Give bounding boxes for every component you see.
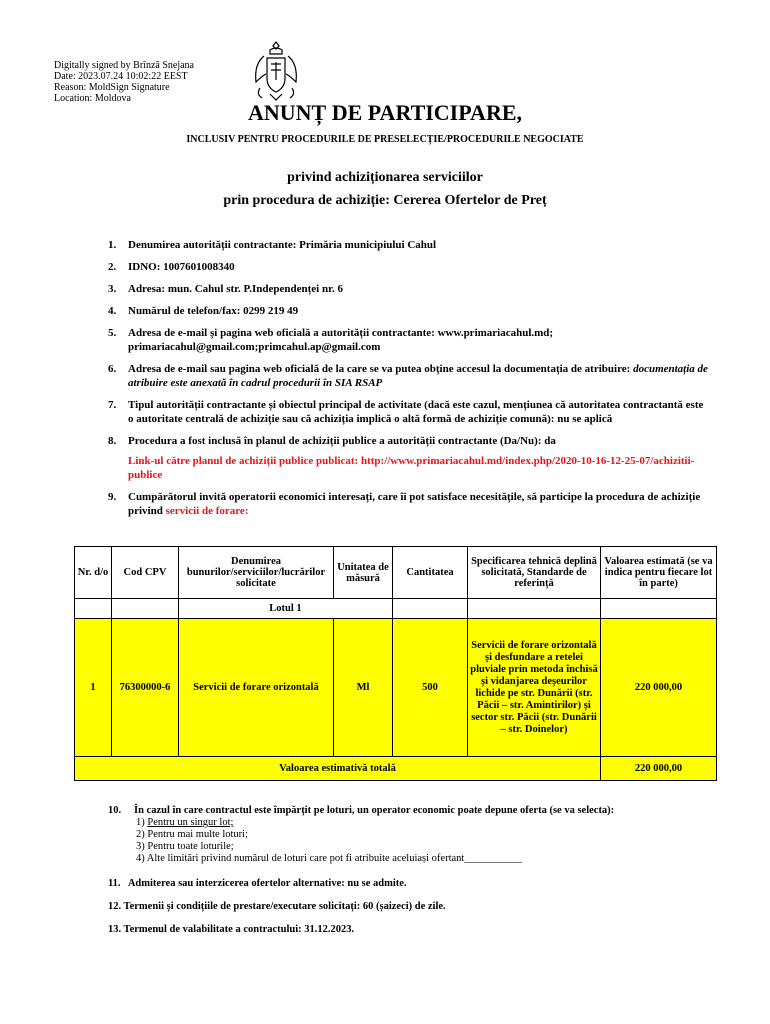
row-value: 220 000,00: [601, 619, 717, 757]
signature-location: Location: Moldova: [54, 93, 131, 104]
signature-date: Date: 2023.07.24 10:02:22 EEST: [54, 71, 188, 82]
option-item: 2) Pentru mai multe loturi;: [136, 829, 248, 840]
document-subtitle: INCLUSIV PENTRU PROCEDURILE DE PRESELECȚIE/PROCEDURILE NEGOCIATE: [186, 134, 584, 145]
list-item: 10. În cazul în care contractul este împărțit pe loturi, un operator economic poate depune oferta (se va selecta):: [108, 805, 615, 816]
list-item: 6. Adresa de e-mail sau pagina web oficială de la care se va putea obține accesul la documentația de atribuire: documentația de atribuire este anexată în cadrul procedurii în SIA RSAP: [108, 363, 708, 389]
total-label: Valoarea estimativă totală: [75, 757, 601, 781]
signature-reason: Reason: MoldSign Signature: [54, 82, 170, 93]
total-value: 220 000,00: [601, 757, 717, 781]
header-cpv: Cod CPV: [112, 547, 179, 599]
header-spec: Specificarea tehnică deplină solicitată, Standarde de referință: [468, 547, 601, 599]
lower-section: [108, 804, 708, 936]
list-item: 11. Admiterea sau interzicerea ofertelor alternative: nu se admite.: [108, 878, 407, 889]
header-unit: Unitatea de măsură: [334, 547, 393, 599]
signature-line: Digitally signed by Brînză Snejana: [54, 60, 194, 71]
list-item: 13. Termenul de valabilitate a contractului: 31.12.2023.: [108, 924, 355, 935]
procurement-plan-link[interactable]: Link-ul către planul de achiziții publice publicat: http://www.primariacahul.md/index.php/2020-10-16-12-25-07/achizitii-publice: [128, 455, 695, 481]
row-name: Servicii de forare orizontală: [179, 619, 334, 757]
list-item: 5. Adresa de e-mail și pagina web oficială a autorității contractante: www.primariacahul.md; primariacahul@gmail.com;primcahul.ap@gmail.com: [108, 327, 554, 353]
row-cpv: 76300000-6: [112, 619, 179, 757]
procurement-subject: privind achiziționarea serviciilor: [287, 170, 483, 185]
row-nr: 1: [75, 619, 112, 757]
option-item: 3) Pentru toate loturile;: [136, 841, 234, 852]
row-unit: Ml: [334, 619, 393, 757]
list-item: 4. Numărul de telefon/fax: 0299 219 49: [108, 305, 299, 317]
header-value: Valoarea estimată (se va indica pentru fiecare lot în parte): [601, 547, 717, 599]
info-list: [108, 238, 708, 526]
option-item: 4) Alte limitări privind numărul de loturi care pot fi atribuite aceluiași ofertant___________: [136, 853, 523, 864]
lots-table: [74, 546, 717, 781]
digital-signature: [54, 60, 194, 104]
list-item: 2. IDNO: 1007601008340: [108, 261, 235, 273]
list-item: 7. Tipul autorității contractante și obiectul principal de activitate (dacă este cazul, mențiunea că autoritatea contractantă este o autoritate centrală de achiziție sau că achiziția implică o altă formă de achiziție comună): nu se aplică: [108, 399, 704, 425]
procurement-procedure: prin procedura de achiziție: Cererea Ofertelor de Preț: [223, 193, 547, 208]
option-item: 1) Pentru un singur lot;: [136, 817, 234, 828]
table-total-row: [75, 757, 717, 781]
header-qty: Cantitatea: [393, 547, 468, 599]
option-list: [108, 817, 708, 865]
list-item: 9. Cumpărătorul invită operatorii economici interesați, care îi pot satisface necesitățile, să participe la procedura de achiziție privind servicii de forare:: [108, 491, 701, 517]
coat-of-arms-icon: [250, 38, 302, 104]
list-item: 12. Termenii și condițiile de prestare/executare solicitați: 60 (șaizeci) de zile.: [108, 901, 446, 912]
header-name: Denumirea bunurilor/serviciilor/lucrărilor solicitate: [179, 547, 334, 599]
row-spec: Servicii de forare orizontală și desfundare a retelei pluviale prin metoda închisă și vidanjarea deșeurilor lichide pe str. Dunării (str. Păcii – str. Amintirilor) și sector str. Păcii (str. Dunării – str. Doinelor): [468, 619, 601, 757]
table-row: [75, 619, 717, 757]
document-title: ANUNȚ DE PARTICIPARE,: [247, 100, 523, 125]
row-qty: 500: [393, 619, 468, 757]
lot-label: Lotul 1: [179, 599, 393, 619]
list-item: 1. Denumirea autorității contractante: Primăria municipiului Cahul: [108, 239, 437, 251]
table-row: [75, 599, 717, 619]
table-header-row: [75, 547, 717, 599]
list-item: 3. Adresa: mun. Cahul str. P.Independenței nr. 6: [108, 283, 343, 295]
header-nr: Nr. d/o: [75, 547, 112, 599]
list-item: 8. Procedura a fost inclusă în planul de achiziții publice a autorității contractante (Da/Nu): da: [108, 435, 556, 447]
